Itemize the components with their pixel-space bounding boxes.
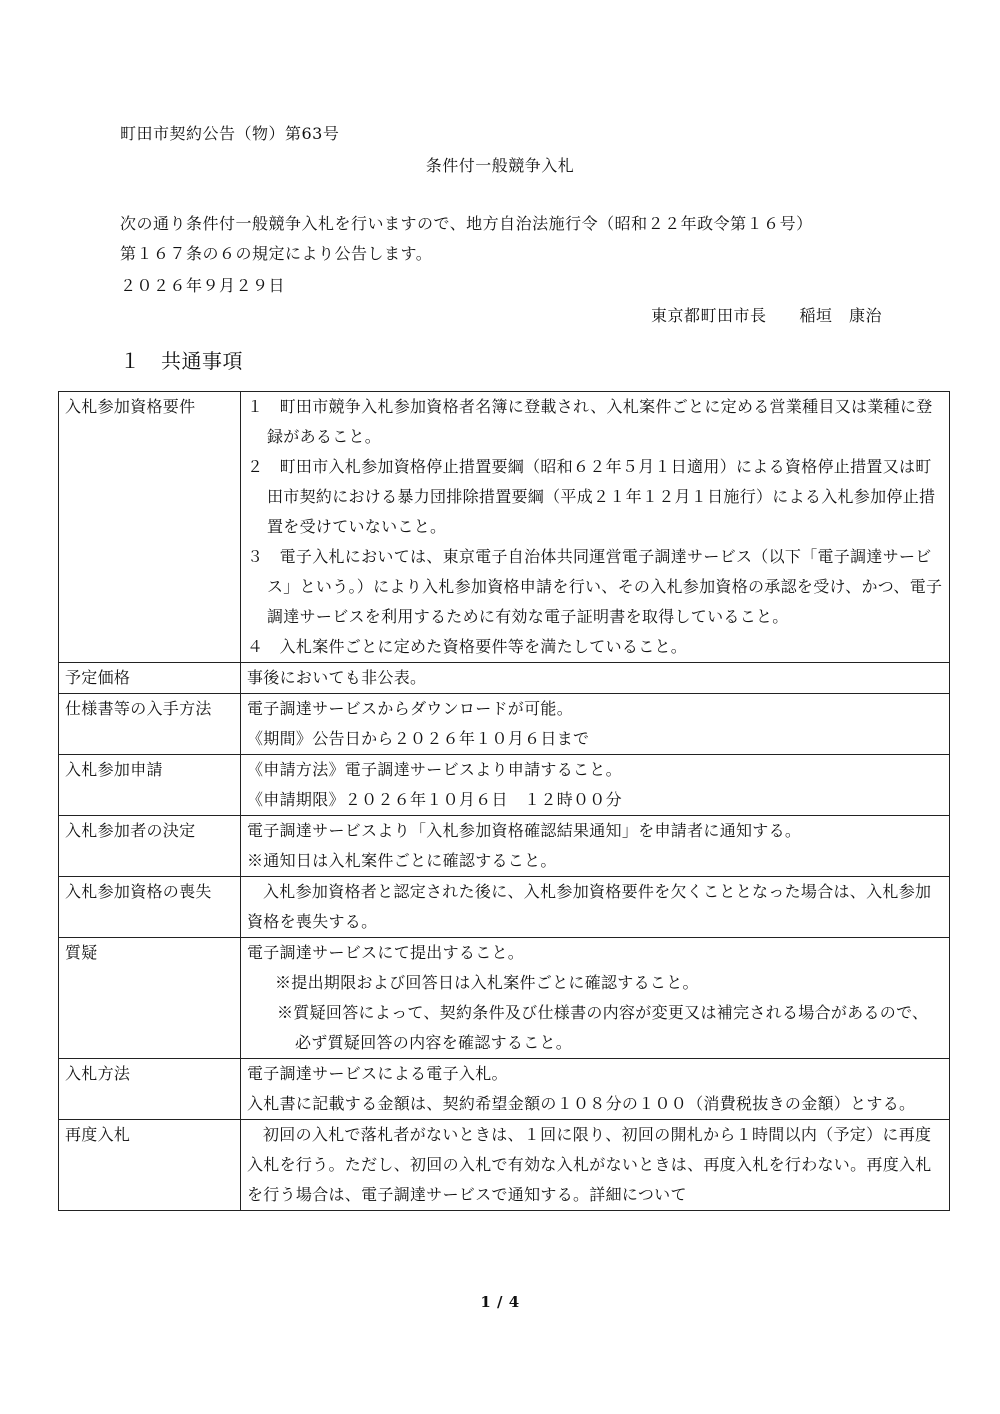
content-line: 入札書に記載する金額は、契約希望金額の１０８分の１００（消費税抜きの金額）とする。 bbox=[247, 1094, 916, 1113]
table-row bbox=[59, 816, 950, 877]
row-content bbox=[241, 1059, 950, 1120]
note-line: ※質疑回答によって、契約条件及び仕様書の内容が変更又は補完される場合があるので、必ず質疑回答の内容を確認すること。 bbox=[277, 1003, 929, 1052]
list-item: ２ 町田市入札参加資格停止措置要綱（昭和６２年５月１日適用）による資格停止措置又は町田市契約における暴力団排除措置要綱（平成２１年１２月１日施行）による入札参加停止措置を受けていないこと。 bbox=[247, 457, 936, 536]
row-content bbox=[241, 755, 950, 816]
row-label: 入札参加資格要件 bbox=[59, 392, 241, 663]
table-row bbox=[59, 1120, 950, 1211]
table-row bbox=[59, 938, 950, 1059]
intro-line-2: 第１６７条の６の規定により公告します。 bbox=[120, 244, 433, 263]
row-label: 予定価格 bbox=[59, 663, 241, 694]
list-item: １ 町田市競争入札参加資格者名簿に登載され、入札案件ごとに定める営業種目又は業種に登録があること。 bbox=[247, 397, 933, 446]
row-content: 入札参加資格者と認定された後に、入札参加資格要件を欠くこととなった場合は、入札参加資格を喪失する。 bbox=[241, 877, 950, 938]
table-row bbox=[59, 1059, 950, 1120]
row-content bbox=[241, 694, 950, 755]
content-line: 電子調達サービスからダウンロードが可能。 bbox=[247, 699, 574, 718]
row-label: 入札参加者の決定 bbox=[59, 816, 241, 877]
signatory: 東京都町田市長 稲垣 康治 bbox=[650, 306, 882, 325]
row-label: 仕様書等の入手方法 bbox=[59, 694, 241, 755]
page-number: 1 / 4 bbox=[480, 1293, 520, 1311]
row-label: 再度入札 bbox=[59, 1120, 241, 1211]
row-label: 入札参加資格の喪失 bbox=[59, 877, 241, 938]
content-line: ※通知日は入札案件ごとに確認すること。 bbox=[247, 851, 557, 870]
table-row bbox=[59, 392, 950, 663]
row-label: 質疑 bbox=[59, 938, 241, 1059]
table-row bbox=[59, 663, 950, 694]
row-label: 入札参加申請 bbox=[59, 755, 241, 816]
table-row bbox=[59, 877, 950, 938]
content-line: 《期間》公告日から２０２６年１０月６日まで bbox=[247, 729, 590, 748]
section-heading: １ 共通事項 bbox=[120, 349, 243, 373]
notice-number: 町田市契約公告（物）第63号 bbox=[120, 124, 340, 143]
list-item: ３ 電子入札においては、東京電子自治体共同運営電子調達サービス（以下「電子調達サービス」という。）により入札参加資格申請を行い、その入札参加資格の承認を受け、かつ、電子調達サービスを利用するために有効な電子証明書を取得していること。 bbox=[247, 547, 943, 626]
note-line: ※提出期限および回答日は入札案件ごとに確認すること。 bbox=[275, 973, 699, 992]
content-line: 《申請期限》２０２６年１０月６日 １２時００分 bbox=[247, 790, 622, 809]
intro-line-1: 次の通り条件付一般競争入札を行いますので、地方自治法施行令（昭和２２年政令第１６号） bbox=[120, 214, 813, 233]
row-content: 事後においても非公表。 bbox=[241, 663, 950, 694]
row-content bbox=[241, 938, 950, 1059]
row-content bbox=[241, 816, 950, 877]
row-label: 入札方法 bbox=[59, 1059, 241, 1120]
content-line: 電子調達サービスより「入札参加資格確認結果通知」を申請者に通知する。 bbox=[247, 821, 802, 840]
table-row bbox=[59, 755, 950, 816]
content-line: 電子調達サービスによる電子入札。 bbox=[247, 1064, 508, 1083]
content-line: 電子調達サービスにて提出すること。 bbox=[247, 943, 525, 962]
table-row bbox=[59, 694, 950, 755]
row-content: 初回の入札で落札者がないときは、１回に限り、初回の開札から１時間以内（予定）に再度入札を行う。ただし、初回の入札で有効な入札がないときは、再度入札を行わない。再度入札を行う場合は、電子調達サービスで通知する。詳細について bbox=[241, 1120, 950, 1211]
requirements-table bbox=[58, 391, 950, 1211]
row-content bbox=[241, 392, 950, 663]
content-line: 《申請方法》電子調達サービスより申請すること。 bbox=[247, 760, 622, 779]
notice-date: ２０２６年９月２９日 bbox=[120, 276, 286, 295]
list-item: ４ 入札案件ごとに定めた資格要件等を満たしていること。 bbox=[247, 637, 688, 656]
document-title: 条件付一般競争入札 bbox=[425, 156, 575, 175]
